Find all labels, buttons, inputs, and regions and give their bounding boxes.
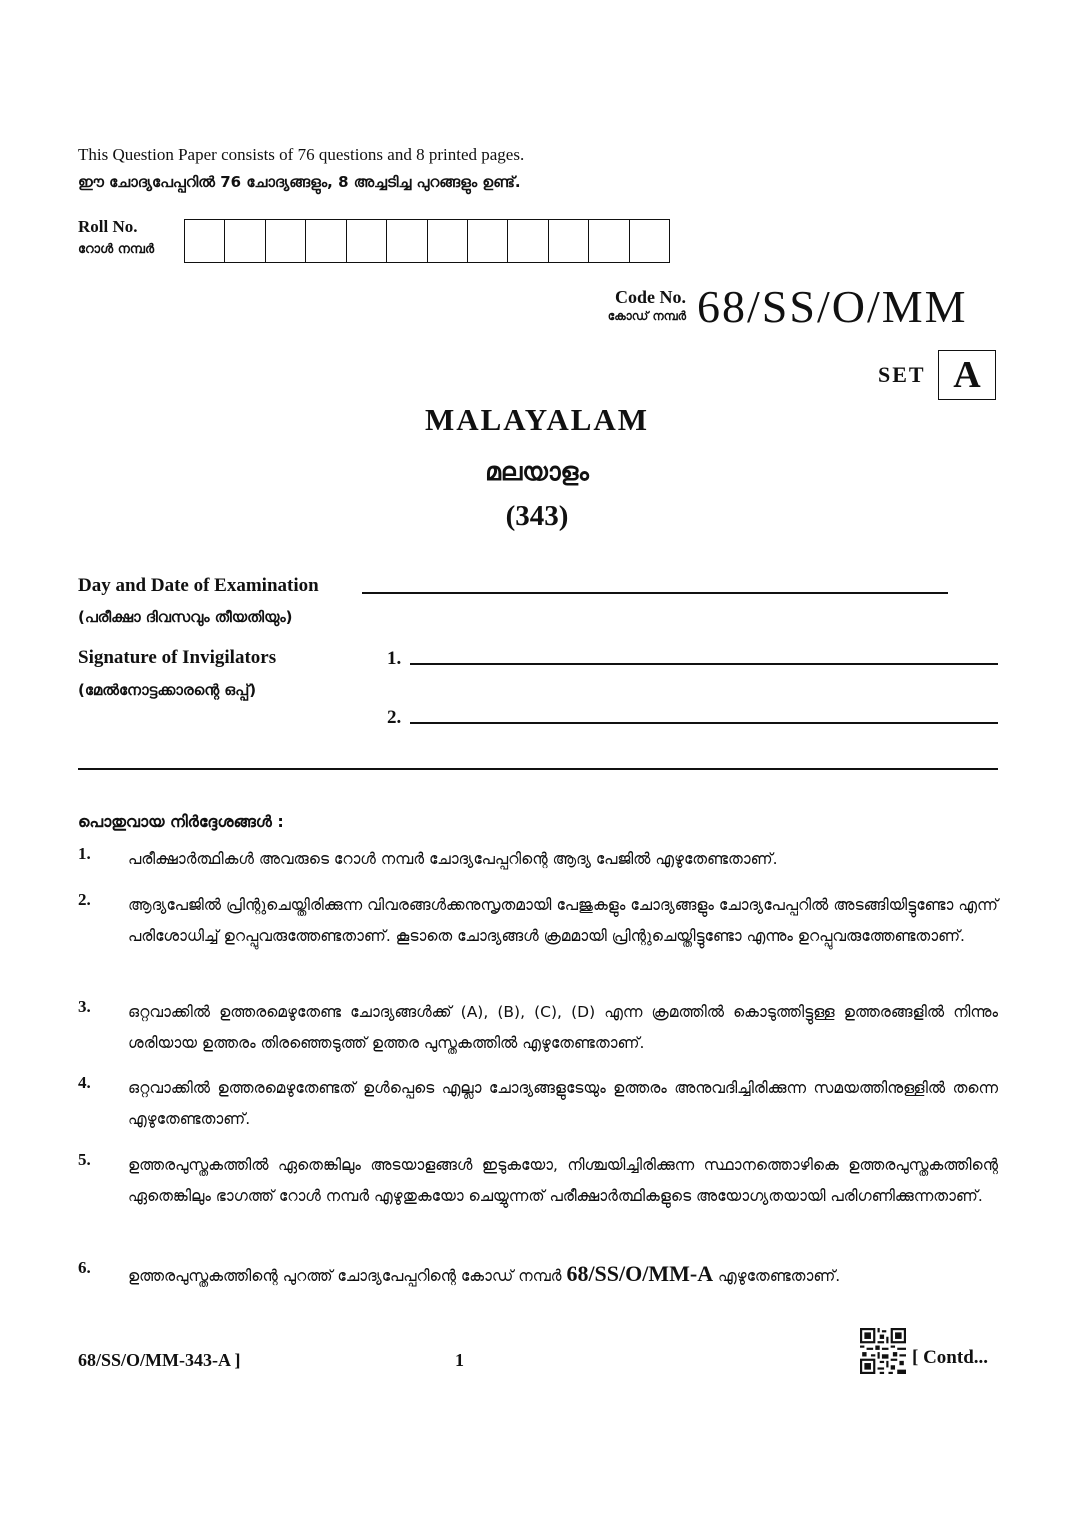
exam-date-label-ml: (പരീക്ഷാ ദിവസവും തീയതിയും): [78, 608, 293, 626]
paper-info-en: This Question Paper consists of 76 questions and 8 printed pages.: [78, 145, 525, 164]
roll-digit-box[interactable]: [549, 220, 589, 262]
instruction-item: [78, 890, 998, 952]
code-label: [570, 287, 686, 323]
instruction-number: 4.: [78, 1073, 91, 1092]
signature-1-line[interactable]: [410, 663, 998, 665]
instructions-title: പൊതുവായ നിർദ്ദേശങ്ങൾ :: [78, 812, 284, 831]
instruction-item: [78, 1258, 998, 1292]
instruction-text: ഒറ്റവാക്കിൽ ഉത്തരമെഴുതേണ്ടത് ഉൾപ്പെടെ എല്ലാ ചോദ്യങ്ങളുടേയും ഉത്തരം അനുവദിച്ചിരിക്കുന്ന സമയത്തിനുള്ളിൽ തന്നെ എഴുതേണ്ടതാണ്.: [128, 1079, 998, 1128]
roll-digit-box[interactable]: [347, 220, 387, 262]
roll-digit-box[interactable]: [508, 220, 548, 262]
instruction-number: 2.: [78, 890, 91, 909]
subject-code: (343): [505, 500, 569, 532]
instruction-text-before: ഉത്തരപുസ്തകത്തിന്റെ പുറത്ത് ചോദ്യപേപ്പറിന്റെ കോഡ് നമ്പർ: [128, 1267, 567, 1285]
signature-1-number: 1.: [387, 648, 402, 669]
instruction-number: 1.: [78, 844, 91, 863]
answer-book-code: 68/SS/O/MM-A: [566, 1261, 714, 1286]
instruction-item: [78, 997, 998, 1059]
instruction-text-after: എഴുതേണ്ടതാണ്.: [713, 1267, 841, 1285]
instruction-number: 3.: [78, 997, 91, 1016]
roll-digit-box[interactable]: [266, 220, 306, 262]
page-number: 1: [455, 1350, 464, 1370]
instruction-text: ഉത്തരപുസ്തകത്തിൽ ഏതെങ്കിലും അടയാളങ്ങൾ ഇടുകയോ, നിശ്ചയിച്ചിരിക്കുന്ന സ്ഥാനത്തൊഴികെ ഉത്തരപുസ്തകത്തിന്റെ ഏതെങ്കിലും ഭാഗത്ത് റോൾ നമ്പർ എഴുതുകയോ ചെയ്യുന്നത് പരീക്ഷാർത്ഥികളുടെ അയോഗ്യതയായി പരിഗണിക്കുന്നതാണ്.: [128, 1156, 998, 1205]
instruction-item: [78, 1150, 998, 1212]
instruction-text: പരീക്ഷാർത്ഥികൾ അവരുടെ റോൾ നമ്പർ ചോദ്യപേപ്പറിന്റെ ആദ്യ പേജിൽ എഴുതേണ്ടതാണ്.: [128, 850, 778, 868]
section-divider: [78, 768, 998, 770]
instruction-number: 6.: [78, 1258, 91, 1277]
roll-digit-box[interactable]: [589, 220, 629, 262]
roll-label-ml: റോൾ നമ്പർ: [78, 242, 155, 258]
instruction-number: 5.: [78, 1150, 91, 1169]
subject-title-ml: മലയാളം: [485, 457, 589, 486]
subject-title-en: MALAYALAM: [424, 402, 650, 437]
signature-2-number: 2.: [387, 707, 402, 728]
exam-date-line[interactable]: [362, 592, 948, 594]
code-number: 68/SS/O/MM: [697, 281, 968, 332]
instruction-item: [78, 844, 998, 875]
set-label: SET: [878, 362, 926, 387]
instruction-text: ആദ്യപേജിൽ പ്രിന്റുചെയ്തിരിക്കുന്ന വിവരങ്ങൾക്കനുസൃതമായി പേജുകളും ചോദ്യങ്ങളും ചോദ്യപേപ്പറിൽ അടങ്ങിയിട്ടുണ്ടോ എന്ന് പരിശോധിച്ച് ഉറപ്പുവരുത്തേണ്ടതാണ്. കൂടാതെ ചോദ്യങ്ങൾ ക്രമമായി പ്രിന്റുചെയ്തിട്ടുണ്ടോ എന്നും ഉറപ്പുവരുത്തേണ്ടതാണ്.: [128, 896, 998, 945]
roll-number-boxes[interactable]: [184, 219, 670, 263]
roll-digit-box[interactable]: [306, 220, 346, 262]
roll-label: [78, 216, 154, 259]
footer-paper-code: 68/SS/O/MM-343-A ]: [78, 1350, 241, 1370]
set-value: A: [938, 350, 996, 400]
roll-digit-box[interactable]: [185, 220, 225, 262]
roll-digit-box[interactable]: [468, 220, 508, 262]
continued-marker: [ Contd...: [912, 1347, 989, 1368]
roll-digit-box[interactable]: [428, 220, 468, 262]
roll-label-en: Roll No.: [78, 217, 138, 236]
roll-digit-box[interactable]: [630, 220, 669, 262]
instruction-text: [128, 1258, 998, 1292]
instruction-item: [78, 1073, 998, 1135]
exam-date-label: Day and Date of Examination: [78, 575, 319, 596]
code-label-en: Code No.: [615, 287, 686, 307]
paper-info-ml: ഈ ചോദ്യപേപ്പറിൽ 76 ചോദ്യങ്ങളും, 8 അച്ചടിച്ച പുറങ്ങളും ഉണ്ട്.: [78, 173, 521, 191]
invigilator-signature-label-ml: (മേൽനോട്ടക്കാരന്റെ ഒപ്പ്): [78, 681, 257, 699]
qr-code-icon: [860, 1328, 906, 1374]
invigilator-signature-label: Signature of Invigilators: [78, 647, 277, 668]
code-label-ml: കോഡ് നമ്പർ: [607, 308, 686, 323]
instruction-text: ഒറ്റവാക്കിൽ ഉത്തരമെഴുതേണ്ട ചോദ്യങ്ങൾക്ക് (A), (B), (C), (D) എന്ന ക്രമത്തിൽ കൊടുത്തിട്ടുള്ള ഉത്തരങ്ങളിൽ നിന്നും ശരിയായ ഉത്തരം തിരഞ്ഞെടുത്ത് ഉത്തര പുസ്തകത്തിൽ എഴുതേണ്ടതാണ്.: [128, 1003, 998, 1052]
signature-2-line[interactable]: [410, 722, 998, 724]
roll-digit-box[interactable]: [225, 220, 265, 262]
roll-digit-box[interactable]: [387, 220, 427, 262]
